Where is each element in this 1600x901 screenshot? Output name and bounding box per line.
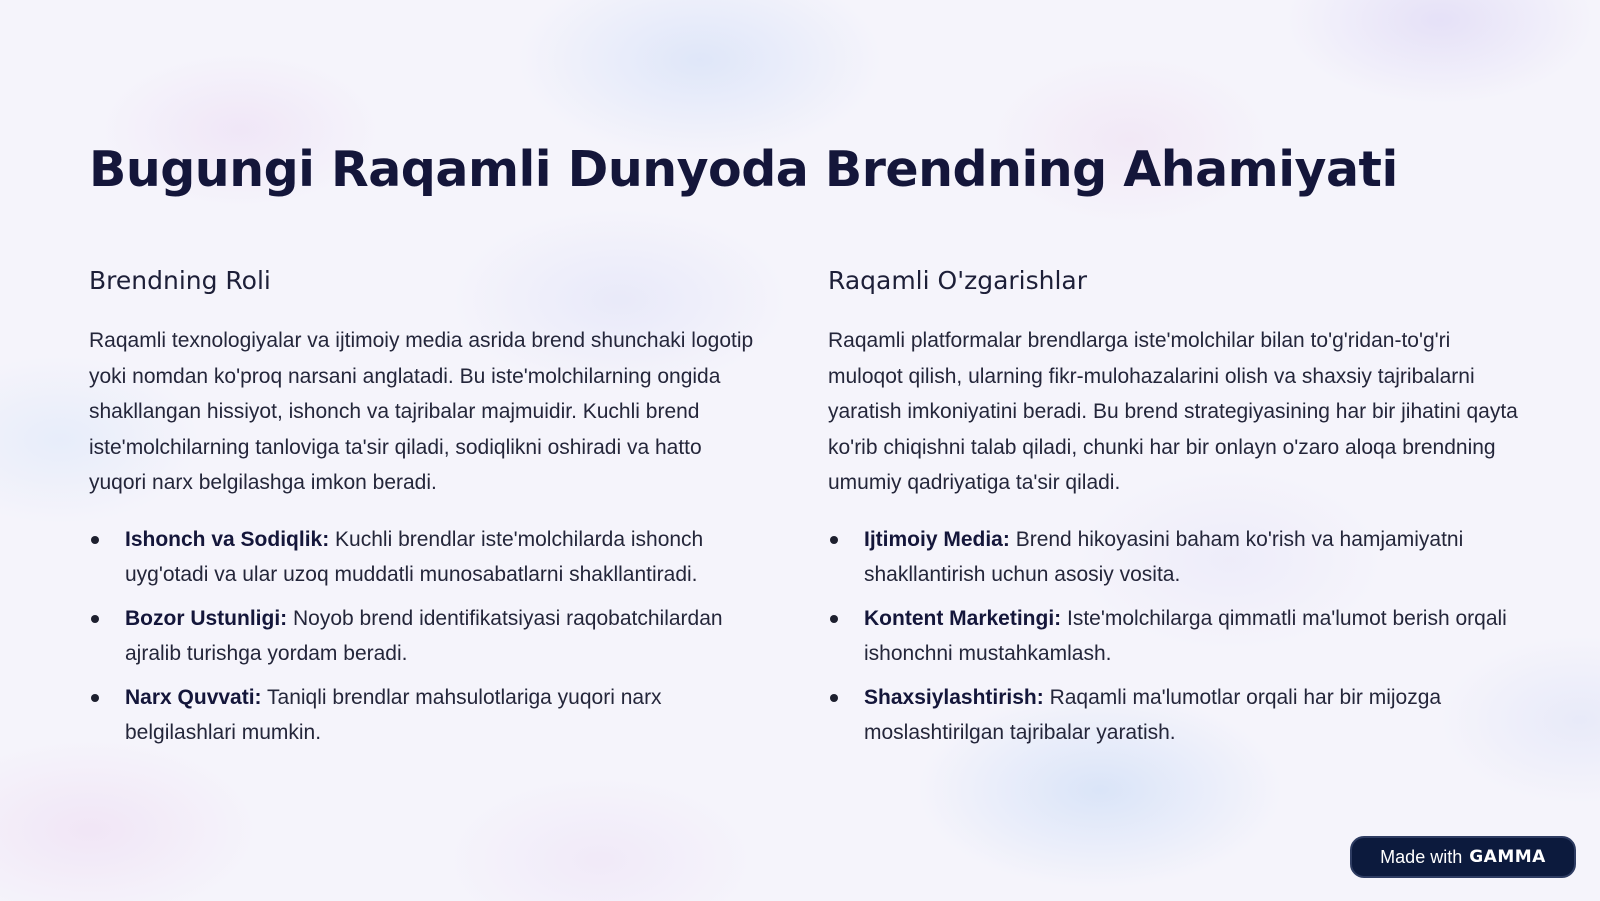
column-brand-role — [89, 262, 759, 759]
column-paragraph: Raqamli texnologiyalar va ijtimoiy media asrida brend shunchaki logotip yoki nomdan ko'proq narsani anglatadi. Bu iste'molchilarning ongida shakllangan hissiyot, ishonch va tajribalar majmuidir. Kuchli brend iste'molchilarning tanloviga ta'sir qiladi, sodiqlikni oshiradi va hatto yuqori narx belgilashga imkon beradi. — [89, 329, 754, 494]
bullet-dot-icon — [91, 536, 99, 544]
bullet-text: Kuchli brendlar iste'molchilarda ishonch uyg'otadi va ular uzoq muddatli munosabatlarni shakllantiradi. — [125, 527, 704, 586]
bullet-text: Noyob brend identifikatsiyasi raqobatchilardan ajralib turishga yordam beradi. — [125, 606, 723, 665]
bullet-item — [828, 680, 1518, 751]
bullet-dot-icon — [830, 694, 838, 702]
bullet-dot-icon — [91, 694, 99, 702]
bullet-list — [828, 522, 1518, 751]
bullet-text: Raqamli ma'lumotlar orqali har bir mijozga moslashtirilgan tajribalar yaratish. — [864, 685, 1442, 744]
gamma-logo-icon: GAMMA — [1469, 847, 1546, 867]
column-heading: Raqamli O'zgarishlar — [828, 266, 1088, 295]
made-with-label: Made with — [1380, 846, 1463, 867]
bullet-text: Taniqli brendlar mahsulotlariga yuqori narx belgilashlari mumkin. — [125, 685, 662, 744]
column-digital-changes — [828, 262, 1518, 759]
bullet-text: Brend hikoyasini baham ko'rish va hamjamiyatni shakllantirish uchun asosiy vosita. — [864, 527, 1464, 586]
bullet-term: Narx Quvvati: — [125, 685, 262, 709]
bullet-term: Bozor Ustunligi: — [125, 606, 288, 630]
made-with-gamma-button[interactable] — [1350, 836, 1576, 878]
bullet-dot-icon — [830, 536, 838, 544]
column-heading: Brendning Roli — [89, 266, 271, 295]
bullet-dot-icon — [91, 615, 99, 623]
bullet-item — [89, 601, 759, 672]
slide-title: Bugungi Raqamli Dunyoda Brendning Ahamiyati — [89, 141, 1398, 198]
bullet-term: Ishonch va Sodiqlik: — [125, 527, 330, 551]
bullet-term: Ijtimoiy Media: — [864, 527, 1010, 551]
bullet-term: Shaxsiylashtirish: — [864, 685, 1044, 709]
bullet-item — [89, 522, 759, 593]
bullet-list — [89, 522, 759, 751]
column-paragraph: Raqamli platformalar brendlarga iste'molchilar bilan to'g'ridan-to'g'ri muloqot qilish, ularning fikr-mulohazalarini olish va shaxsiy tajribalarni yaratish imkoniyatini beradi. Bu brend strategiyasining har bir jihatini qayta ko'rib chiqishni talab qiladi, chunki har bir onlayn o'zaro aloqa brendning umumiy qadriyatiga ta'sir qiladi. — [828, 329, 1518, 494]
bullet-term: Kontent Marketingi: — [864, 606, 1062, 630]
bullet-item — [828, 522, 1518, 593]
bullet-text: Iste'molchilarga qimmatli ma'lumot berish orqali ishonchni mustahkamlash. — [864, 606, 1507, 665]
bullet-item — [89, 680, 759, 751]
bullet-item — [828, 601, 1518, 672]
bullet-dot-icon — [830, 615, 838, 623]
